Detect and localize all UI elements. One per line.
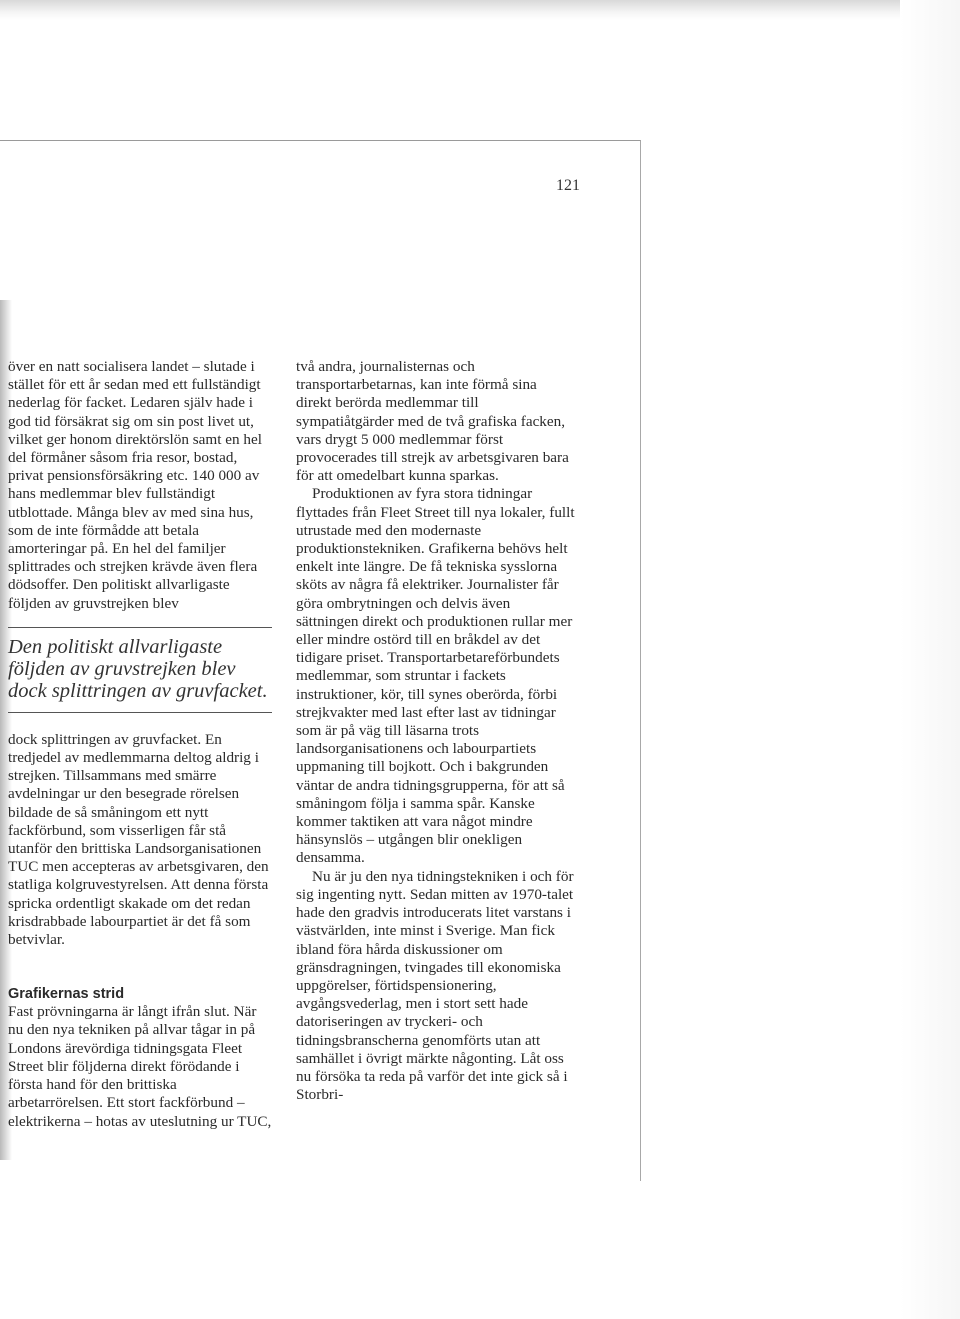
page-number: 121 [556,177,580,194]
left-column [8,358,272,1131]
right-paragraph-3: Nu är ju den nya tidningstekniken i och för sig ingenting nytt. Sedan mitten av 1970-talet hade den gradvis introducerats litet varstans i västvärlden, inte minst i Sverige. Man fick ibland föra hårda diskussioner om gränsdragningen, tvingades till ekonomiska uppgörelser, förtidspensionering, avgångsvederlag, men i stort sett hade datoriseringen av tryckeri- och tidningsbranscherna genomförts utan att samhället i övrigt märkte någonting. Låt oss nu försöka ta reda på varför det inte gick så i Storbri- [296,867,574,1104]
left-paragraph-1: över en natt socialisera landet – slutade i stället för ett år sedan med ett fullständigt nederlag för facket. Ledaren själv hade i god tid försäkrat sig om sin post livet ut, vilket ger honom direktörslön samt en hel del förmåner såsom fria resor, bostad, privat pensionsförsäkring etc. 140 000 av hans medlemmar blev fullständigt utblottade. Många blev av med sina hus, som de inte förmådde att betala amorteringar på. En hel del familjer splittrades och strejken krävde även flera dödsoffer. Den politiskt allvarligaste följden av gruvstrejken blev [8,358,262,612]
right-paragraph-2: Produktionen av fyra stora tidningar flyttades från Fleet Street till nya lokaler, fullt utrustade med den modernaste produktionstekniken. Grafikerna behövs helt enkelt inte längre. De få tekniska sysslorna sköts av några få elektriker. Journalister får göra ombrytningen och delvis även sättningen direkt och produktionen rullar mer eller mindre ostörd till en bråkdel av det tidigare priset. Transportarbetareförbundets medlemmar, som struntar i fackets instruktioner, kör, till synes oberörda, förbi strejkvakter med last efter last av tidningar som är på väg till läsarna trots landsorganisationens och labourpartiets uppmaning till bojkott. Och i bakgrunden väntar de andra tidningsgrupperna, för att så småningom följa i samma spår. Kanske kommer taktiken att vara något mindre hänsynslös – utgången blir onekligen densamma. [296,485,575,867]
right-paragraph-1: två andra, journalisternas och transportarbetarnas, kan inte förmå sina direkt berörda medlemmar till sympatiåtgärder med de två grafiska facken, vars drygt 5 000 medlemmar först provocerades till strejk av arbetsgivaren bara för att omedelbart kunna sparkas. [296,358,569,485]
right-column [296,358,576,1104]
scan-edge-top [0,0,960,20]
section-subheading: Grafikernas strid [8,986,125,1003]
pull-quote: Den politiskt allvarligaste följden av gruvstrejken blev dock splittringen av gruvfacket. [8,627,272,713]
left-paragraph-2: dock splittringen av gruvfacket. En tredjedel av medlemmarna deltog aldrig i strejken. Tillsammans med smärre avdelningar ur den besegrade rörelsen bildade de så småningom ett nytt fackförbund, som visserligen får stå utanför den brittiska Landsorganisationen TUC men accepteras av arbetsgivaren, den statliga kolgruvestyrelsen. Att denna första spricka ordentligt skakade om det redan krisdrabbade labourpartiet är det få som betvivlar. [8,730,269,949]
scan-shadow-right [900,0,960,1319]
left-paragraph-3: Fast prövningarna är långt ifrån slut. När nu den nya tekniken på allvar tågar in på Londons ärevördiga tidningsgata Fleet Street blir följderna direkt förödande i första hand för den brittiska arbetarrörelsen. Ett stort fackförbund – elektrikerna – hotas av uteslutning ur TUC, [8,1003,272,1130]
